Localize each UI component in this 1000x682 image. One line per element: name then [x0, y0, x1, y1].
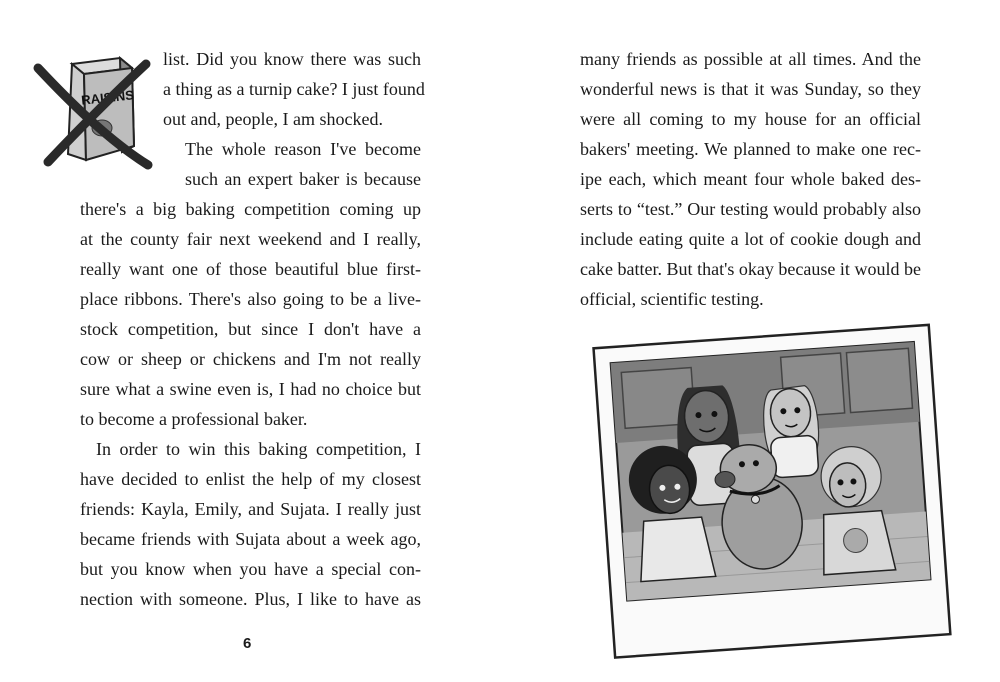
text-line: cake batter. But that's okay because it would be	[580, 259, 921, 279]
text-line: to become a professional baker.	[80, 409, 308, 429]
text-line: official, scientific testing.	[580, 289, 764, 309]
text-line: list. Did you know there was such	[163, 49, 421, 69]
text-line: have decided to enlist the help of my closest	[80, 469, 421, 489]
text-line: many friends as possible at all times. And the	[580, 49, 921, 69]
right-page	[500, 0, 1000, 682]
text-line: really want one of those beautiful blue first-	[80, 259, 421, 279]
text-line: out and, people, I am shocked.	[163, 109, 383, 129]
text-line: were all coming to my house for an official	[580, 109, 921, 129]
text-line: serts to “test.” Our testing would probably also	[580, 199, 921, 219]
raisins-box-label: RAISINS	[80, 87, 135, 108]
polaroid-photo-illustration	[590, 322, 960, 662]
text-line: include eating quite a lot of cookie dough and	[580, 229, 921, 249]
text-line: at the county fair next weekend and I really,	[80, 229, 421, 249]
text-line: bakers' meeting. We planned to make one rec-	[580, 139, 921, 159]
page-number: 6	[243, 635, 252, 652]
text-line: there's a big baking competition coming up	[80, 199, 421, 219]
text-line: wonderful news is that it was Sunday, so they	[580, 79, 921, 99]
text-line: but you know when you have a special con-	[80, 559, 421, 579]
text-line: stock competition, but since I don't have a	[80, 319, 421, 339]
text-line: became friends with Sujata about a week ago,	[80, 529, 421, 549]
text-line: friends: Kayla, Emily, and Sujata. I really just	[80, 499, 421, 519]
text-line: nection with someone. Plus, I like to have as	[80, 589, 421, 609]
text-line: sure what a swine even is, I had no choice but	[80, 379, 421, 399]
text-line: cow or sheep or chickens and I'm not really	[80, 349, 421, 369]
text-line: a thing as a turnip cake? I just found	[163, 79, 425, 99]
text-line: such an expert baker is because	[185, 169, 421, 189]
text-line: The whole reason I've become	[185, 139, 421, 159]
text-line: In order to win this baking competition, I	[96, 439, 421, 459]
crossed-out-raisins-box-illustration	[28, 50, 158, 170]
text-line: ipe each, which meant four whole baked des-	[580, 169, 921, 189]
text-line: place ribbons. There's also going to be a live-	[80, 289, 421, 309]
